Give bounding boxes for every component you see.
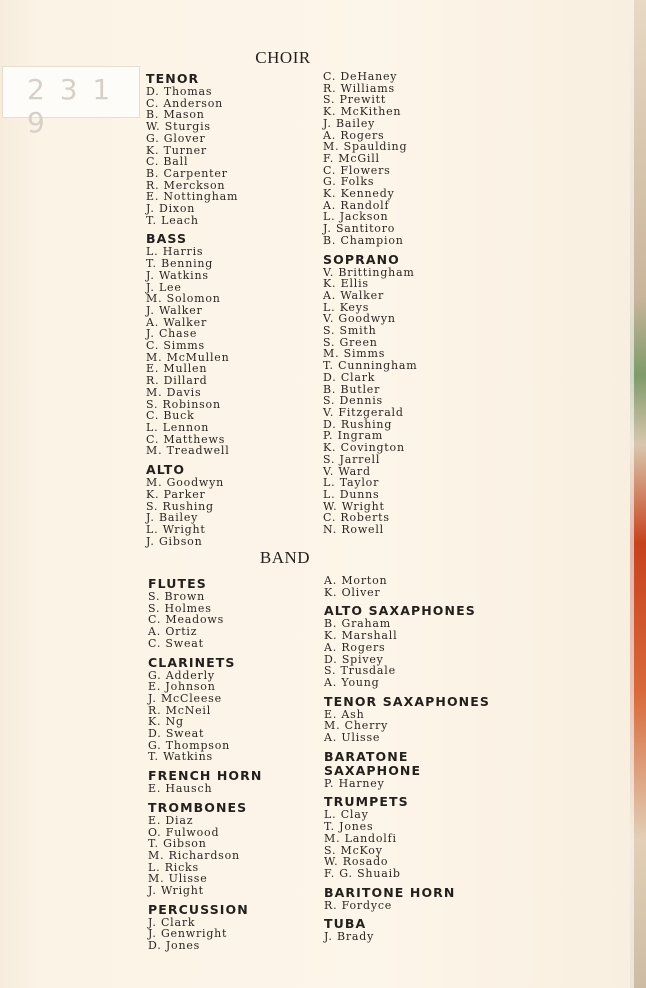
section (324, 795, 490, 879)
member-name: M. Spaulding (323, 140, 408, 154)
member-name: K. Kennedy (323, 187, 395, 201)
member-name: R. Merckson (146, 178, 226, 192)
section-title: BARITONE HORN (324, 884, 456, 900)
choir-heading: CHOIR (255, 48, 311, 67)
member-name: P. Harney (324, 776, 385, 790)
member-name: S. Holmes (148, 601, 212, 615)
member-name: W. Wright (323, 499, 385, 513)
section-title: BARATONE SAXAPHONE (324, 748, 422, 778)
member-name: E. Ash (324, 707, 365, 721)
member-name: B. Champion (323, 233, 404, 247)
member-name: L. Wright (146, 522, 206, 536)
member-name: C. Buck (146, 409, 195, 423)
member-name: M. Richardson (148, 848, 240, 862)
member-name: A. Walker (323, 288, 384, 302)
section (148, 801, 262, 897)
member-name: S. Rushing (146, 499, 214, 513)
member-name: E. Mullen (146, 362, 208, 376)
section (324, 750, 490, 790)
member-name: R. Williams (323, 81, 395, 95)
member-name: M. Treadwell (146, 444, 230, 458)
band-right-column (324, 575, 490, 943)
member-name: M. Goodwyn (146, 476, 225, 490)
member-name: R. Fordyce (324, 898, 393, 912)
section (323, 71, 418, 247)
member-name: L. Keys (323, 300, 370, 314)
sticker-number: 2 3 1 9 (27, 73, 114, 139)
member-name: C. Roberts (323, 511, 390, 525)
section (148, 656, 262, 764)
choir-left-column (146, 72, 238, 547)
member-name: W. Sturgis (146, 120, 211, 134)
section-title: SOPRANO (323, 251, 400, 267)
member-name: C. Anderson (146, 96, 224, 110)
member-name: L. Clay (324, 808, 369, 822)
choir-right-column (323, 71, 418, 536)
section (146, 72, 238, 226)
section (148, 903, 262, 952)
member-name: L. Lennon (146, 420, 210, 434)
member-name: J. Lee (146, 280, 182, 294)
member-name: S. Prewitt (323, 93, 387, 107)
member-name: P. Ingram (323, 429, 384, 443)
member-name: K. Oliver (324, 585, 381, 599)
member-name: L. Taylor (323, 476, 380, 490)
member-name: S. Brown (148, 590, 206, 603)
member-name: A. Young (324, 675, 380, 689)
member-name: W. Rosado (324, 855, 389, 869)
member-name: J. Bailey (323, 116, 376, 130)
member-name: J. McCleese (148, 691, 222, 705)
section-title: BASS (146, 231, 188, 247)
member-name: A. Morton (324, 574, 388, 587)
member-name: D. Clark (323, 370, 376, 384)
member-name: M. McMullen (146, 350, 230, 364)
member-name: B. Mason (146, 108, 205, 122)
member-name: E. Diaz (148, 813, 194, 827)
member-name: S. Trusdale (324, 664, 396, 678)
member-name: C. Matthews (146, 432, 226, 446)
page-edge (630, 0, 646, 988)
member-name: A. Randolf (323, 198, 390, 212)
member-name: G. Thompson (148, 738, 231, 752)
member-name: E. Hausch (148, 782, 213, 796)
member-name: R. McNeil (148, 703, 212, 717)
band-left-column (148, 577, 262, 952)
section-title: CLARINETS (148, 654, 236, 670)
member-name: J. Walker (146, 303, 203, 317)
section (146, 463, 238, 547)
section-title: TUBA (324, 916, 367, 932)
member-name: C. Sweat (148, 636, 204, 650)
section (324, 886, 490, 912)
member-name: K. McKithen (323, 105, 402, 119)
member-name: A. Ulisse (324, 731, 381, 745)
section-title: FLUTES (148, 576, 207, 591)
member-name: S. Green (323, 335, 378, 349)
member-name: M. Simms (323, 347, 386, 361)
member-name: J. Wright (148, 884, 204, 898)
section (324, 575, 490, 598)
member-name: C. Simms (146, 339, 205, 353)
member-name: K. Ng (148, 715, 184, 729)
member-name: S. Dennis (323, 394, 383, 408)
member-name: K. Covington (323, 441, 405, 455)
member-name: L. Ricks (148, 860, 199, 874)
member-name: G. Glover (146, 131, 206, 145)
section (148, 577, 262, 650)
member-name: M. Landolfi (324, 831, 397, 845)
member-name: A. Rogers (323, 128, 385, 142)
member-name: J. Gibson (146, 534, 203, 548)
member-name: D. Spivey (324, 652, 384, 666)
member-name: F. G. Shuaib (324, 866, 401, 880)
member-name: E. Johnson (148, 680, 216, 694)
member-name: D. Sweat (148, 727, 205, 741)
section-title: TRUMPETS (324, 794, 409, 810)
member-name: G. Folks (323, 175, 375, 189)
member-name: L. Harris (146, 245, 204, 259)
member-name: D. Jones (148, 939, 201, 953)
member-name: B. Butler (323, 382, 381, 396)
member-name: A. Ortiz (148, 625, 198, 639)
member-name: J. Brady (324, 930, 375, 944)
member-name: O. Fulwood (148, 825, 220, 839)
member-name: T. Benning (146, 257, 214, 271)
member-name: V. Brittingham (323, 265, 415, 279)
section (324, 604, 490, 688)
section-title: FRENCH HORN (148, 768, 263, 784)
member-name: C. Ball (146, 155, 189, 169)
section-title: TENOR SAXAPHONES (324, 693, 490, 709)
section (146, 232, 238, 457)
member-name: E. Nottingham (146, 190, 239, 204)
member-name: S. Jarrell (323, 452, 381, 466)
section-title: TROMBONES (148, 799, 248, 815)
section (323, 253, 418, 536)
section-title: ALTO SAXAPHONES (324, 603, 476, 619)
member-name: N. Rowell (323, 523, 384, 537)
section-title: ALTO (146, 462, 186, 478)
member-name: J. Chase (146, 327, 198, 341)
section-title: PERCUSSION (148, 901, 249, 917)
member-name: V. Fitzgerald (323, 405, 404, 419)
member-name: D. Rushing (323, 417, 393, 431)
member-name: V. Ward (323, 464, 371, 478)
member-name: R. Dillard (146, 374, 208, 388)
member-name: K. Marshall (324, 629, 398, 643)
member-name: B. Carpenter (146, 166, 228, 180)
member-name: C. Flowers (323, 163, 391, 177)
member-name: L. Dunns (323, 487, 380, 501)
member-name: J. Watkins (146, 268, 209, 282)
band-heading: BAND (259, 548, 311, 567)
member-name: L. Jackson (323, 210, 389, 224)
member-name: S. Smith (323, 324, 377, 338)
member-name: T. Leach (146, 213, 199, 227)
member-name: V. Goodwyn (323, 312, 396, 326)
member-name: M. Cherry (324, 719, 389, 733)
member-name: F. McGill (323, 151, 380, 165)
member-name: D. Thomas (146, 85, 213, 98)
member-name: C. Meadows (148, 613, 225, 627)
member-name: J. Clark (148, 915, 196, 929)
member-name: J. Bailey (146, 511, 199, 525)
member-name: A. Rogers (324, 640, 386, 654)
section (324, 695, 490, 744)
member-name: T. Gibson (148, 837, 207, 851)
member-name: T. Cunningham (323, 359, 418, 373)
member-name: M. Ulisse (148, 872, 208, 886)
member-name: A. Walker (146, 315, 207, 329)
member-name: K. Turner (146, 143, 207, 157)
member-name: J. Genwright (148, 927, 228, 941)
member-name: G. Adderly (148, 668, 215, 682)
catalog-sticker (2, 66, 140, 139)
section (148, 769, 262, 795)
section-title: TENOR (146, 71, 200, 86)
member-name: T. Watkins (148, 750, 213, 764)
member-name: K. Parker (146, 487, 206, 501)
member-name: C. DeHaney (323, 70, 398, 83)
member-name: K. Ellis (323, 277, 369, 291)
member-name: B. Graham (324, 617, 391, 631)
member-name: M. Solomon (146, 292, 221, 306)
section (324, 917, 490, 943)
member-name: S. Robinson (146, 397, 221, 411)
member-name: M. Davis (146, 385, 202, 399)
member-name: J. Dixon (146, 202, 196, 216)
member-name: T. Jones (324, 820, 374, 834)
member-name: S. McKoy (324, 843, 383, 857)
member-name: J. Santitoro (323, 222, 396, 236)
